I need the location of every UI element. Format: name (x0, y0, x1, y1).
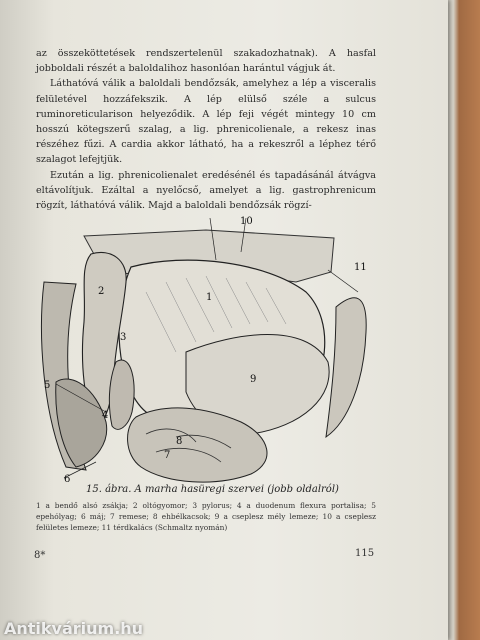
figure-caption-title: 15. ábra. A marha hasüregi szervei (jobb oldalról) (86, 484, 339, 495)
figure-label: 5 (44, 380, 51, 391)
watermark: Antikvárium.hu (4, 619, 144, 638)
figure-caption-legend: 1 a bendő alsó zsákja; 2 oltógyomor; 3 pylorus; 4 a duodenum flexura portalisa; 5 epehólyag; 6 máj; 7 remese; 8 ehbélkacsok; 9 a cseplesz mély lemeze; 10 a cseplesz felületes lemeze; 11 térdkalács (Schmaltz nyomán) (36, 501, 376, 532)
figure-label: 11 (354, 262, 367, 273)
paragraph: Láthatóvá válik a baloldali bendőzsák, amelyhez a lép a visceralis felületével hozzáfekszik. A lép elülső széle a sulcus ruminoreticularison helyeződik. A lép feji végét mintegy 10 cm hosszú kötegszerű szalag, a lig. phrenicolienale, a rekesz inas részéhez fűzi. A cardia akkor látható, ha a rekeszről a léphez térő szalagot lefejtjük. (36, 78, 376, 166)
figure-label: 4 (102, 410, 109, 421)
figure-label: 8 (176, 436, 183, 447)
printer-signature: 8* (34, 550, 46, 561)
figure-label: 9 (250, 374, 257, 385)
body-text (36, 46, 376, 213)
paragraph: az összeköttetések rendszertelenül szakadozhatnak). A hasfal jobboldali részét a baloldalihoz hasonlóan harántul vágjuk át. (36, 48, 376, 75)
figure-label: 6 (64, 474, 71, 485)
figure-label: 1 (206, 292, 213, 303)
anatomical-illustration (36, 212, 376, 502)
figure-label: 10 (240, 216, 253, 227)
figure-label: 2 (98, 286, 105, 297)
figure-label: 7 (164, 450, 171, 461)
page-number: 115 (355, 548, 375, 559)
figure-label: 3 (120, 332, 127, 343)
paragraph: Ezután a lig. phrenicolienalet eredésénél és tapadásánál átvágva eltávolítjuk. Ezáltal a nyelőcső, amelyet a lig. gastrophrenicum rögzít, láthatóvá válik. Majd a baloldali bendőzsák rögzí- (36, 169, 376, 212)
